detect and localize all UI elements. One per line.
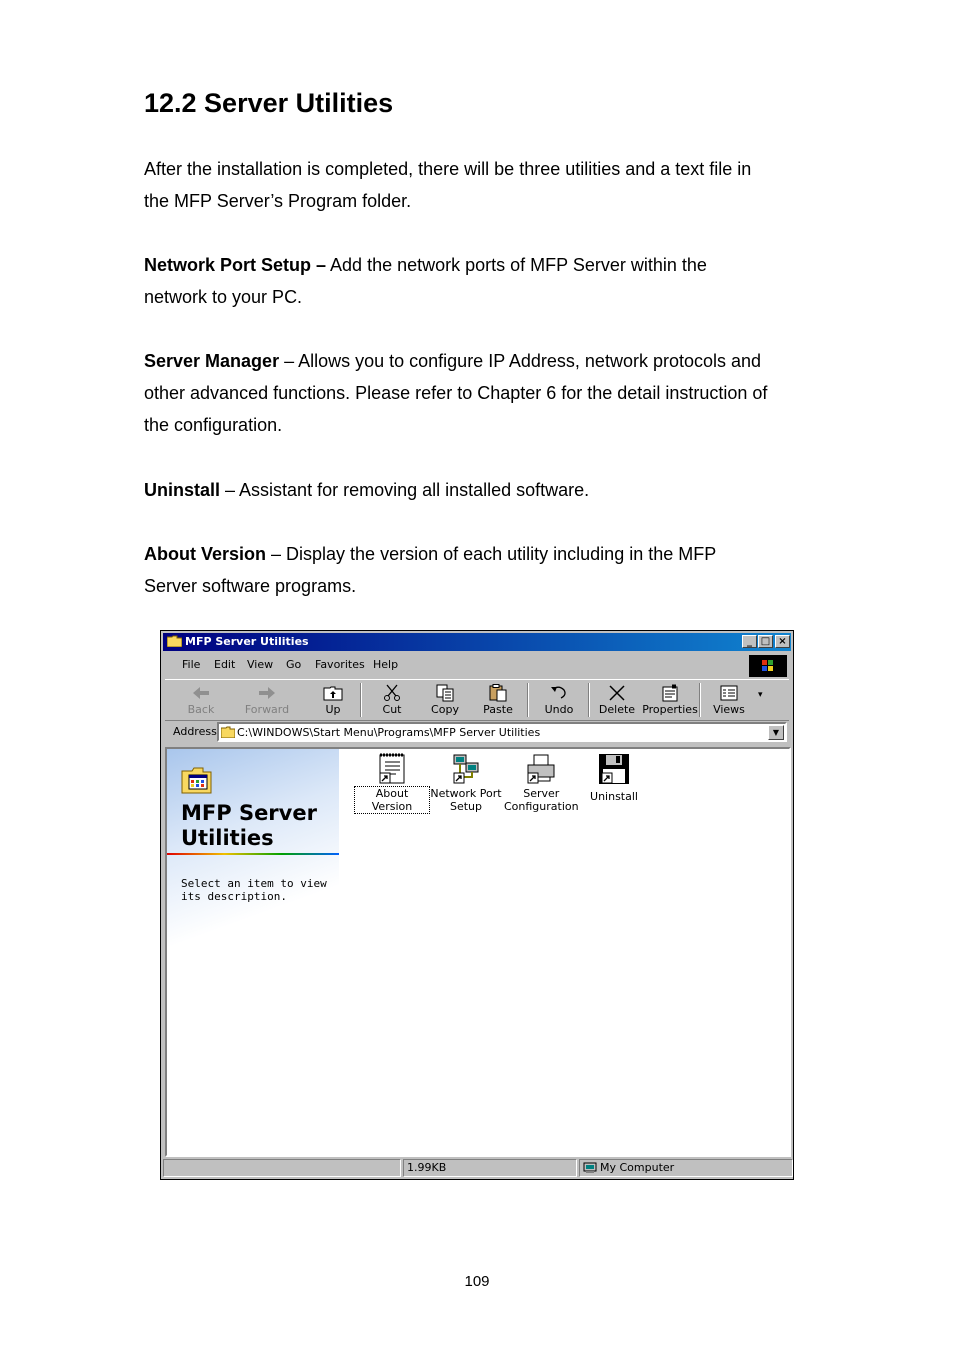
menu-view[interactable]: View: [247, 658, 274, 671]
delete-label: Delete: [598, 703, 636, 716]
file-server-configuration[interactable]: [503, 753, 577, 814]
folder-title: [181, 801, 317, 851]
address-value: C:\WINDOWS\Start Menu\Programs\MFP Server Utilities: [237, 726, 541, 739]
delete-button[interactable]: [589, 682, 645, 718]
file-label: About Version: [355, 787, 429, 813]
paragraph-line: Add the network ports of MFP Server within the: [326, 255, 707, 275]
menu-file[interactable]: File: [182, 658, 201, 671]
section-heading: 12.2 Server Utilities: [144, 88, 394, 118]
views-icon: [719, 684, 739, 702]
views-button[interactable]: [701, 682, 757, 718]
network-port-setup-paragraph: [144, 249, 824, 313]
uninstall-paragraph: [144, 474, 824, 506]
cut-label: Cut: [382, 703, 402, 716]
server-manager-term: Server Manager: [144, 351, 280, 371]
paragraph-line: – Allows you to configure IP Address, network protocols and: [279, 351, 762, 371]
address-input[interactable]: [217, 722, 787, 742]
paragraph-line: – Display the version of each utility including in the MFP: [266, 544, 717, 564]
document-shortcut-icon: [376, 753, 408, 785]
program-folder-icon: [181, 765, 213, 795]
up-folder-icon: [323, 684, 343, 702]
toolbar-separator: [360, 683, 362, 717]
cut-button[interactable]: [364, 682, 420, 718]
paste-button[interactable]: [470, 682, 526, 718]
close-button[interactable]: ×: [775, 635, 790, 648]
forward-arrow-icon: [257, 684, 277, 702]
folder-description: Select an item to view its description.: [181, 877, 327, 903]
undo-icon: [549, 684, 569, 702]
file-about-version[interactable]: [355, 753, 429, 814]
floppy-shortcut-icon: [598, 753, 630, 785]
paragraph-line: network to your PC.: [144, 287, 303, 307]
status-location: [579, 1159, 793, 1177]
folder-title-line: Utilities: [181, 826, 274, 850]
folder-content-area[interactable]: [165, 747, 791, 1157]
menu-favorites[interactable]: Favorites: [315, 658, 365, 671]
properties-label: Properties: [642, 703, 698, 716]
up-label: Up: [325, 703, 341, 716]
paste-label: Paste: [483, 703, 513, 716]
intro-line-1: After the installation is completed, there will be three utilities and a text file in: [144, 159, 752, 179]
paste-icon: [488, 684, 508, 702]
rainbow-divider: [167, 853, 339, 855]
intro-paragraph: [144, 153, 824, 217]
up-button[interactable]: [305, 682, 361, 718]
menu-help[interactable]: Help: [373, 658, 399, 671]
folder-icon: [221, 726, 235, 738]
status-location-text: My Computer: [600, 1161, 675, 1174]
status-size: 1.99KB: [403, 1159, 577, 1177]
address-label: Address: [173, 725, 217, 738]
maximize-button[interactable]: □: [758, 635, 773, 648]
about-version-term: About Version: [144, 544, 267, 564]
copy-icon: [435, 684, 455, 702]
about-version-paragraph: [144, 538, 824, 602]
server-manager-paragraph: [144, 345, 824, 441]
toolbar-separator: [527, 683, 529, 717]
menu-edit[interactable]: Edit: [214, 658, 236, 671]
status-panel-objects: [163, 1159, 401, 1177]
undo-label: Undo: [544, 703, 574, 716]
folder-title-line: MFP Server: [181, 801, 317, 825]
back-button[interactable]: [173, 682, 229, 718]
views-dropdown-arrow-icon[interactable]: ▾: [758, 690, 763, 700]
file-label: Network Port Setup: [430, 787, 502, 813]
windows-logo-icon: [749, 655, 787, 677]
forward-label: Forward: [244, 703, 290, 716]
file-network-port-setup[interactable]: [429, 753, 503, 814]
my-computer-icon: [583, 1162, 597, 1174]
paragraph-line: – Assistant for removing all installed software.: [220, 480, 590, 500]
back-arrow-icon: [191, 684, 211, 702]
file-label: Uninstall: [590, 790, 638, 803]
menu-bar: [165, 655, 789, 675]
properties-button[interactable]: [642, 682, 698, 718]
uninstall-term: Uninstall: [144, 480, 221, 500]
properties-icon: [660, 684, 680, 702]
paragraph-line: the configuration.: [144, 415, 283, 435]
views-label: Views: [713, 703, 745, 716]
paragraph-line: other advanced functions. Please refer to Chapter 6 for the detail instruction of: [144, 383, 768, 403]
menu-go[interactable]: Go: [286, 658, 302, 671]
network-shortcut-icon: [450, 753, 482, 785]
file-label: Server Configuration: [504, 787, 579, 813]
status-bar: [163, 1159, 791, 1177]
toolbar: [165, 679, 789, 721]
folder-info-pane: [167, 749, 339, 1049]
forward-button[interactable]: [239, 682, 295, 718]
folder-icon: [167, 635, 182, 647]
address-bar: [165, 721, 789, 743]
intro-line-2: the MFP Server’s Program folder.: [144, 191, 412, 211]
network-port-setup-term: Network Port Setup –: [144, 255, 327, 275]
copy-button[interactable]: [417, 682, 473, 718]
minimize-button[interactable]: _: [742, 635, 757, 648]
file-uninstall[interactable]: [577, 753, 651, 804]
scissors-icon: [382, 684, 402, 702]
copy-label: Copy: [431, 703, 459, 716]
undo-button[interactable]: [531, 682, 587, 718]
page-number: 109: [464, 1273, 490, 1290]
delete-x-icon: [607, 684, 627, 702]
explorer-window: [160, 630, 794, 1180]
title-bar[interactable]: [163, 633, 791, 651]
back-label: Back: [187, 703, 215, 716]
address-dropdown-button[interactable]: ▼: [768, 725, 784, 740]
window-title: MFP Server Utilities: [185, 635, 309, 648]
paragraph-line: Server software programs.: [144, 576, 357, 596]
printer-shortcut-icon: [524, 753, 556, 785]
